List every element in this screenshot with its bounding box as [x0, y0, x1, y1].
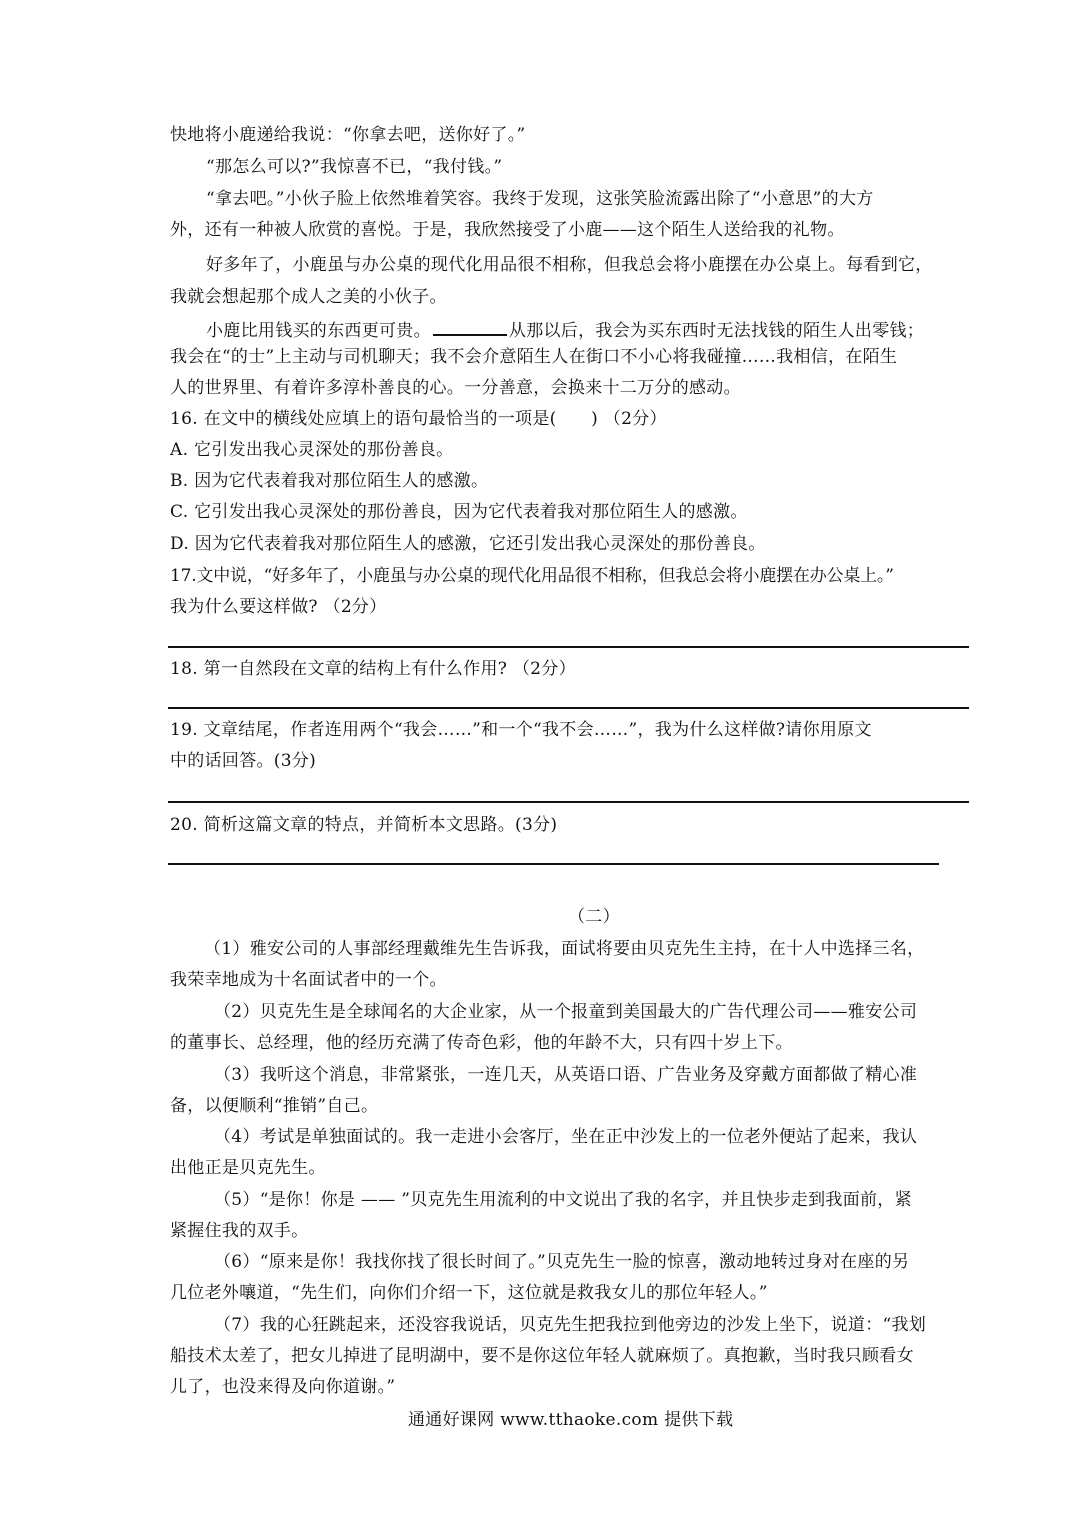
section2-line: 出他正是贝克先生。 — [170, 1158, 326, 1178]
passage-text: 小鹿比用钱买的东西更可贵。 — [206, 321, 431, 341]
fill-blank — [433, 316, 507, 336]
passage-line: 外，还有一种被人欣赏的喜悦。于是，我欣然接受了小鹿——这个陌生人送给我的礼物。 — [170, 220, 845, 240]
section2-line: 备，以便顺利“推销”自己。 — [170, 1096, 379, 1116]
section2-line: （6）“原来是你！我找你找了很长时间了。”贝克先生一脸的惊喜，激动地转过身对在座的另 — [214, 1252, 910, 1272]
answer-line — [168, 863, 939, 865]
section2-line: 紧握住我的双手。 — [170, 1221, 309, 1241]
option-a: A. 它引发出我心灵深处的那份善良。 — [170, 440, 454, 460]
section2-line: （7）我的心狂跳起来，还没容我说话，贝克先生把我拉到他旁边的沙发上坐下，说道：“我划 — [214, 1315, 927, 1335]
question-17-line: 17.文中说，“好多年了，小鹿虽与办公桌的现代化用品很不相称，但我总会将小鹿摆在办公桌上。” — [170, 566, 894, 586]
section2-line: 我荣幸地成为十名面试者中的一个。 — [170, 970, 447, 990]
section2-line: 几位老外嚷道，“先生们，向你们介绍一下，这位就是救我女儿的那位年轻人。” — [170, 1283, 768, 1303]
passage-line: 我就会想起那个成人之美的小伙子。 — [170, 287, 447, 307]
option-c: C. 它引发出我心灵深处的那份善良，因为它代表着我对那位陌生人的感激。 — [170, 502, 748, 522]
passage-line-with-blank — [206, 316, 924, 342]
page-footer: 通通好课网 www.tthaoke.com 提供下载 — [408, 1410, 734, 1430]
section2-line: 的董事长、总经理，他的经历充满了传奇色彩，他的年龄不大，只有四十岁上下。 — [170, 1033, 793, 1053]
question-17-line: 我为什么要这样做? （2分） — [170, 597, 387, 617]
question-19-line: 19. 文章结尾，作者连用两个“我会……”和一个“我不会……”，我为什么这样做?请你用原文 — [170, 720, 872, 740]
answer-line — [168, 707, 969, 709]
question-18: 18. 第一自然段在文章的结构上有什么作用? （2分） — [170, 659, 576, 679]
passage-line: 好多年了，小鹿虽与办公桌的现代化用品很不相称，但我总会将小鹿摆在办公桌上。每看到它， — [206, 255, 933, 275]
answer-line — [168, 646, 969, 648]
passage-line: 快地将小鹿递给我说：“你拿去吧，送你好了。” — [170, 125, 526, 145]
passage-line: 我会在“的士”上主动与司机聊天；我不会介意陌生人在街口不小心将我碰撞……我相信，在陌生 — [170, 347, 898, 367]
section2-line: （3）我听这个消息，非常紧张，一连几天，从英语口语、广告业务及穿戴方面都做了精心准 — [214, 1065, 918, 1085]
question-19-line: 中的话回答。(3分) — [170, 751, 317, 771]
passage-text: 从那以后，我会为买东西时无法找钱的陌生人出零钱； — [508, 321, 925, 341]
section2-line: 船技术太差了，把女儿掉进了昆明湖中，要不是你这位年轻人就麻烦了。真抱歉，当时我只顾看女 — [170, 1346, 914, 1366]
passage-line: “那怎么可以?”我惊喜不已，“我付钱。” — [206, 157, 503, 177]
section2-line: （5）“是你！你是 —— ”贝克先生用流利的中文说出了我的名字，并且快步走到我面前，紧 — [214, 1190, 912, 1210]
section2-line: （4）考试是单独面试的。我一走进小会客厅，坐在正中沙发上的一位老外便站了起来，我认 — [214, 1127, 918, 1147]
question-20: 20. 简析这篇文章的特点，并简析本文思路。(3分) — [170, 815, 558, 835]
section-heading: （二） — [568, 907, 620, 927]
passage-line: “拿去吧。”小伙子脸上依然堆着笑容。我终于发现，这张笑脸流露出除了“小意思”的大方 — [206, 189, 874, 209]
answer-line — [168, 801, 969, 803]
question-16-stem: 16. 在文中的横线处应填上的语句最恰当的一项是( ) （2分） — [170, 409, 667, 429]
section2-line: 儿了，也没来得及向你道谢。” — [170, 1377, 396, 1397]
option-d: D. 因为它代表着我对那位陌生人的感激，它还引发出我心灵深处的那份善良。 — [170, 534, 766, 554]
option-b: B. 因为它代表着我对那位陌生人的感激。 — [170, 471, 489, 491]
passage-line: 人的世界里、有着许多淳朴善良的心。一分善意，会换来十二万分的感动。 — [170, 378, 741, 398]
section2-line: （1）雅安公司的人事部经理戴维先生告诉我，面试将要由贝克先生主持，在十人中选择三名， — [204, 939, 925, 959]
section2-line: （2）贝克先生是全球闻名的大企业家，从一个报童到美国最大的广告代理公司——雅安公司 — [214, 1002, 918, 1022]
